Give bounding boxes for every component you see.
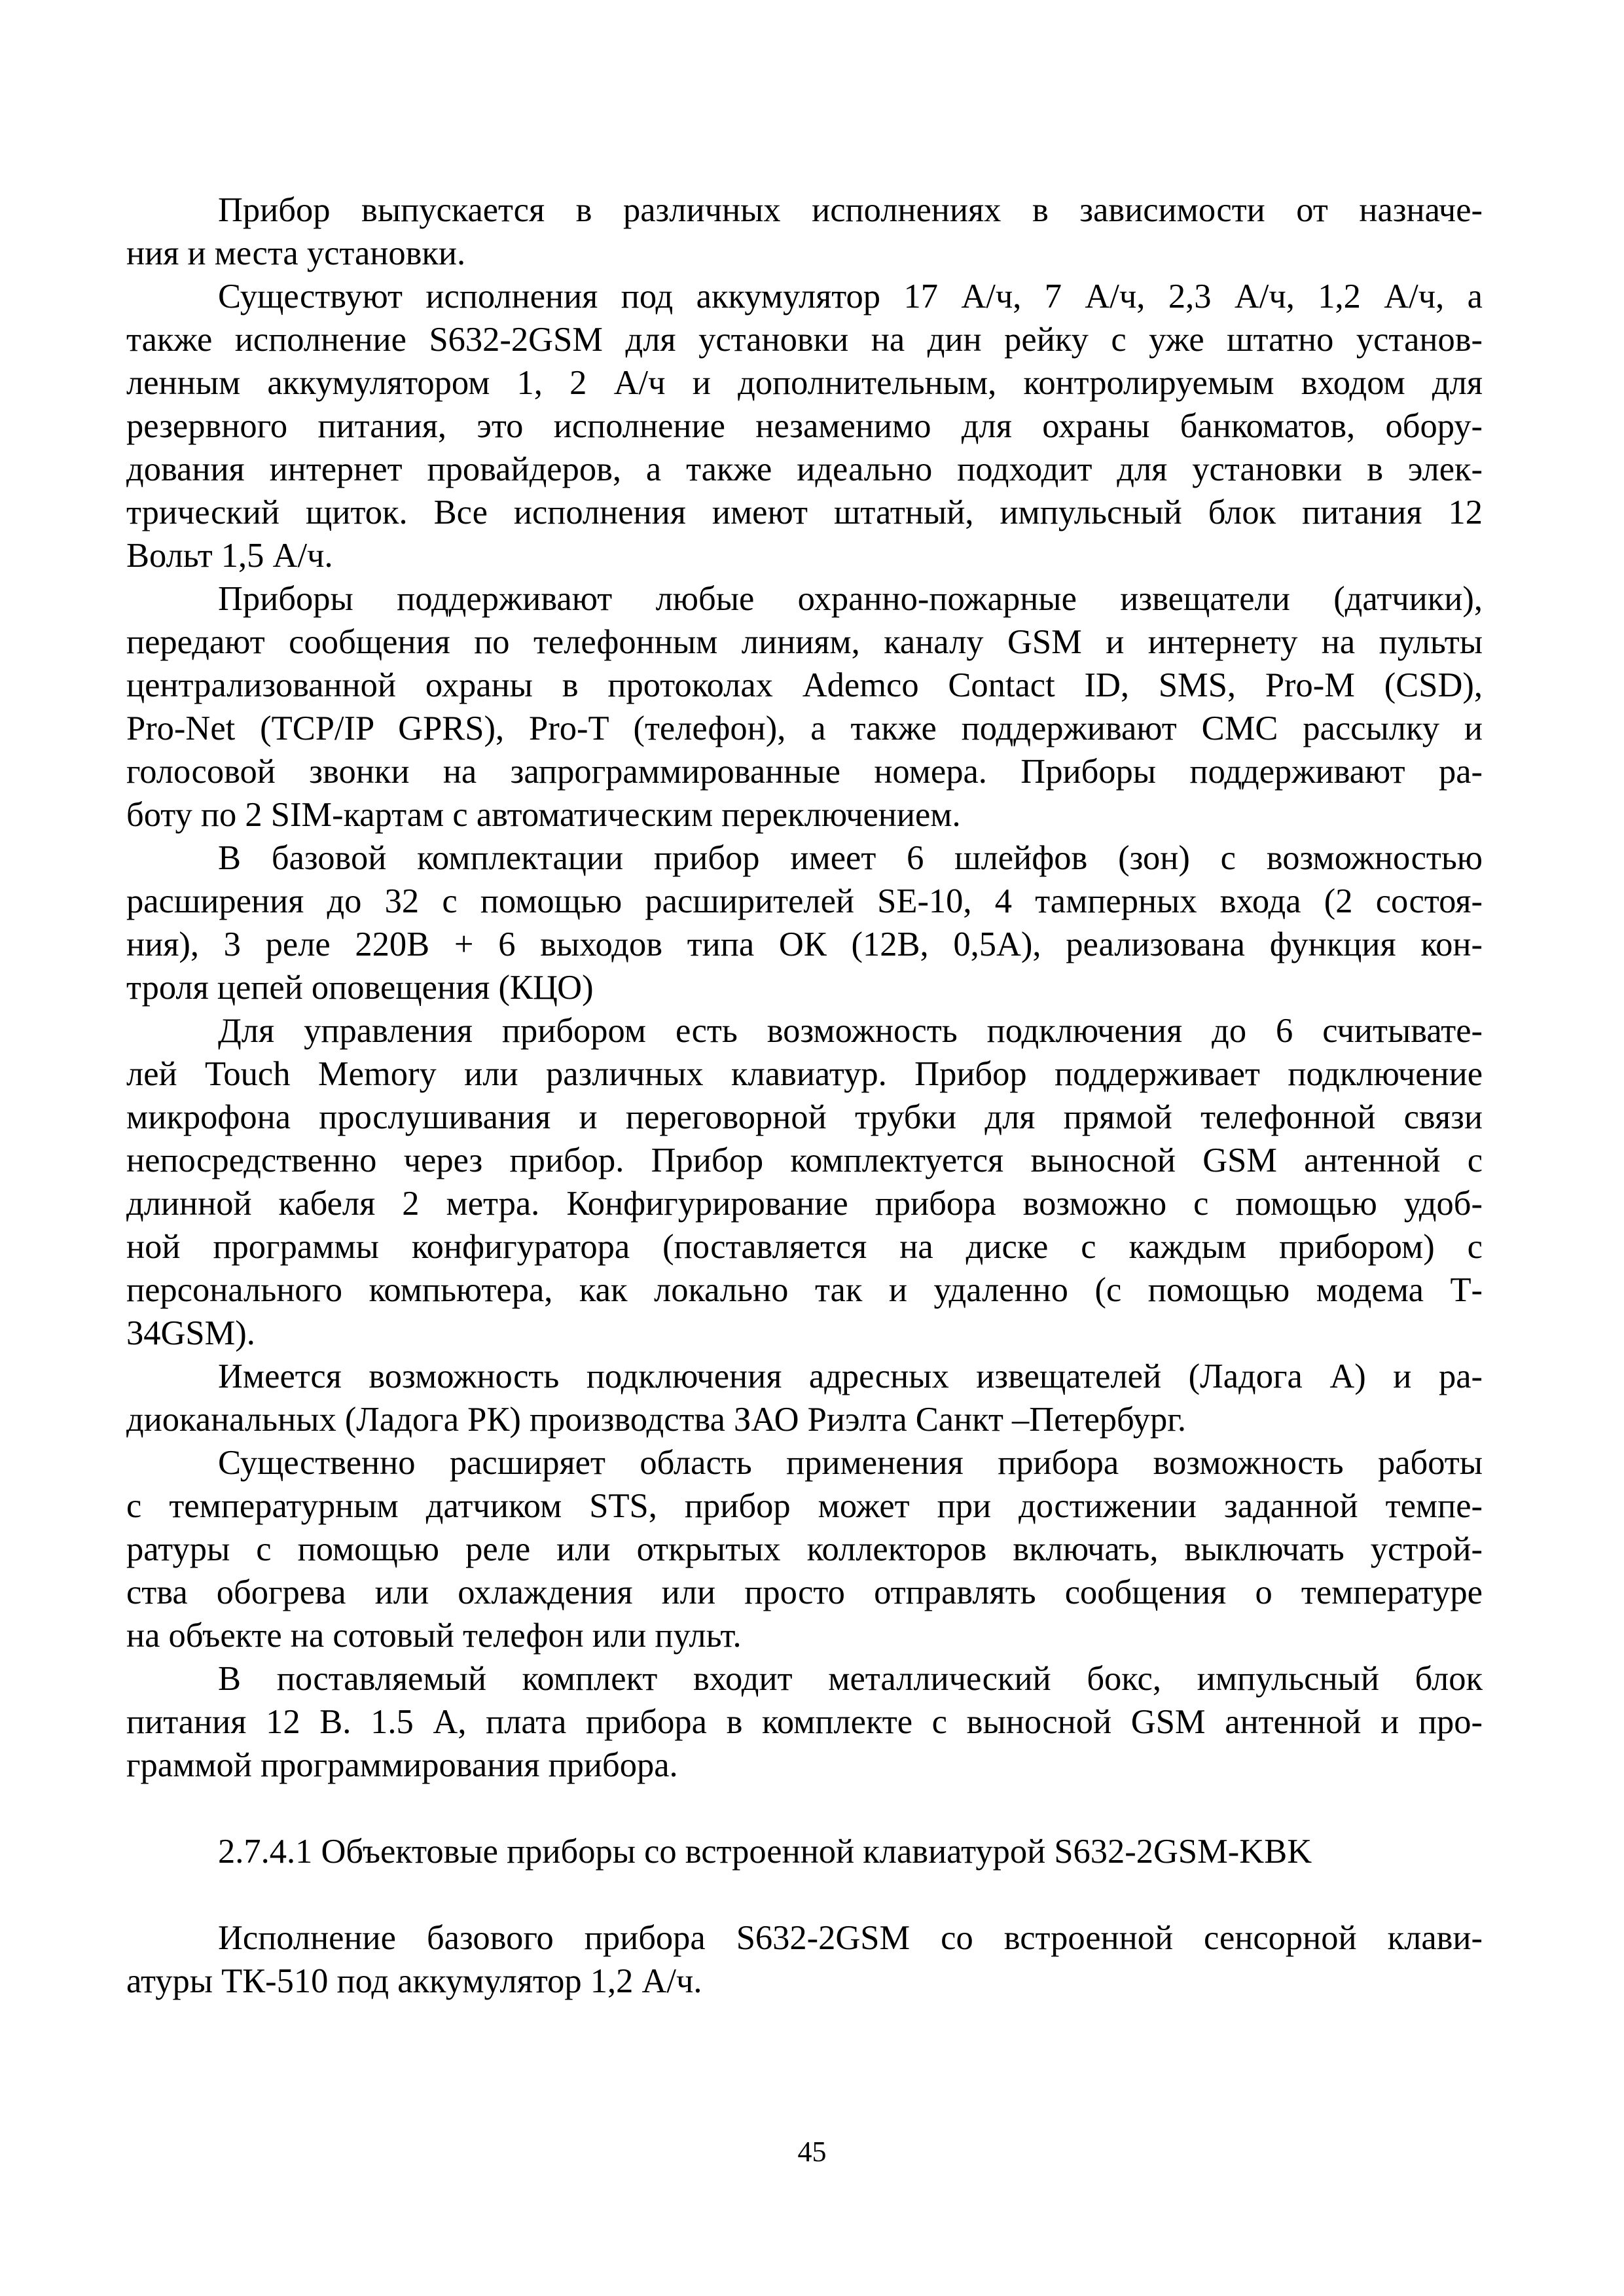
- text-line: Исполнение базового прибора S632-2GSM со встроенной сенсорной клави-: [218, 1919, 1483, 1957]
- text-line: Прибор выпускается в различных исполнениях в зависимости от назначе-: [218, 191, 1483, 229]
- text-line: ленным аккумулятором 1, 2 А/ч и дополнительным, контролируемым входом для: [126, 364, 1483, 402]
- text-line: Для управления прибором есть возможность подключения до 6 считывате-: [218, 1012, 1483, 1050]
- text-line: Имеется возможность подключения адресных извещателей (Ладога А) и ра-: [218, 1357, 1483, 1395]
- text-line: Существуют исполнения под аккумулятор 17 А/ч, 7 А/ч, 2,3 А/ч, 1,2 А/ч, а: [218, 278, 1483, 315]
- section-heading: 2.7.4.1 Объектовые приборы со встроенной клавиатурой S632-2GSM-KBK: [218, 1833, 1312, 1871]
- paragraph-versions: [126, 188, 1483, 275]
- text-line: атуры ТК-510 под аккумулятор 1,2 А/ч.: [126, 1962, 702, 2000]
- text-line: на объекте на сотовый телефон или пульт.: [126, 1617, 742, 1655]
- paragraph-control: [126, 1009, 1483, 1355]
- text-line: расширения до 32 с помощью расширителей SE-10, 4 тамперных входа (2 состоя-: [126, 882, 1483, 920]
- text-line: боту по 2 SIM-картам с автоматическим переключением.: [126, 796, 961, 834]
- text-line: трический щиток. Все исполнения имеют штатный, импульсный блок питания 12: [126, 493, 1483, 531]
- text-line: Pro-Net (TCP/IP GPRS), Pro-T (телефон), а также поддерживают СМС рассылку и: [126, 709, 1483, 747]
- paragraph-address-detectors: [126, 1355, 1483, 1441]
- text-line: с температурным датчиком STS, прибор может при достижении заданной темпе-: [126, 1487, 1483, 1525]
- text-line: микрофона прослушивания и переговорной трубки для прямой телефонной связи: [126, 1098, 1483, 1136]
- text-line: граммой программирования прибора.: [126, 1746, 678, 1784]
- text-line: В базовой комплектации прибор имеет 6 шлейфов (зон) с возможностью: [218, 839, 1483, 877]
- text-line: В поставляемый комплект входит металлический бокс, импульсный блок: [218, 1660, 1483, 1698]
- paragraph-delivery-set: [126, 1657, 1483, 1787]
- text-line: дования интернет провайдеров, а также идеально подходит для установки в элек-: [126, 450, 1483, 488]
- text-line: ния), 3 реле 220В + 6 выходов типа ОК (12В, 0,5А), реализована функция кон-: [126, 925, 1483, 963]
- text-line: диоканальных (Ладога РК) производства ЗАО Риэлта Санкт –Петербург.: [126, 1401, 1186, 1439]
- text-line: Приборы поддерживают любые охранно-пожарные извещатели (датчики),: [218, 580, 1483, 618]
- text-line: передают сообщения по телефонным линиям, каналу GSM и интернету на пульты: [126, 623, 1483, 661]
- paragraph-protocols: [126, 577, 1483, 836]
- page-number: 45: [797, 2136, 827, 2168]
- text-line: Существенно расширяет область применения прибора возможность работы: [218, 1444, 1483, 1482]
- text-line: голосовой звонки на запрограммированные номера. Приборы поддерживают ра-: [126, 753, 1483, 791]
- text-line: ратуры с помощью реле или открытых коллекторов включать, выключать устрой-: [126, 1530, 1483, 1568]
- paragraph-battery-options: [126, 275, 1483, 577]
- paragraph-base-configuration: [126, 836, 1483, 1009]
- text-line: персонального компьютера, как локально так и удаленно (с помощью модема Т-: [126, 1271, 1483, 1309]
- text-line: также исполнение S632-2GSM для установки на дин рейку с уже штатно установ-: [126, 321, 1483, 359]
- text-line: непосредственно через прибор. Прибор комплектуется выносной GSM антенной с: [126, 1141, 1483, 1179]
- text-line: 34GSM).: [126, 1314, 255, 1352]
- text-line: длинной кабеля 2 метра. Конфигурирование прибора возможно с помощью удоб-: [126, 1185, 1483, 1223]
- text-line: питания 12 В. 1.5 А, плата прибора в комплекте с выносной GSM антенной и про-: [126, 1703, 1483, 1741]
- text-line: централизованной охраны в протоколах Ademco Contact ID, SMS, Pro-M (CSD),: [126, 666, 1483, 704]
- paragraph-temperature: [126, 1441, 1483, 1657]
- text-line: ства обогрева или охлаждения или просто отправлять сообщения о температуре: [126, 1573, 1483, 1611]
- text-line: Вольт 1,5 А/ч.: [126, 537, 333, 575]
- text-line: троля цепей оповещения (КЦО): [126, 969, 594, 1007]
- paragraph-kbk-version: [126, 1916, 1483, 2003]
- text-line: резервного питания, это исполнение незаменимо для охраны банкоматов, обору-: [126, 407, 1483, 445]
- text-line: лей Touch Memory или различных клавиатур. Прибор поддерживает подключение: [126, 1055, 1483, 1093]
- text-line: ния и места установки.: [126, 234, 466, 272]
- text-line: ной программы конфигуратора (поставляется на диске с каждым прибором) с: [126, 1228, 1483, 1266]
- document-page: [126, 188, 1483, 2003]
